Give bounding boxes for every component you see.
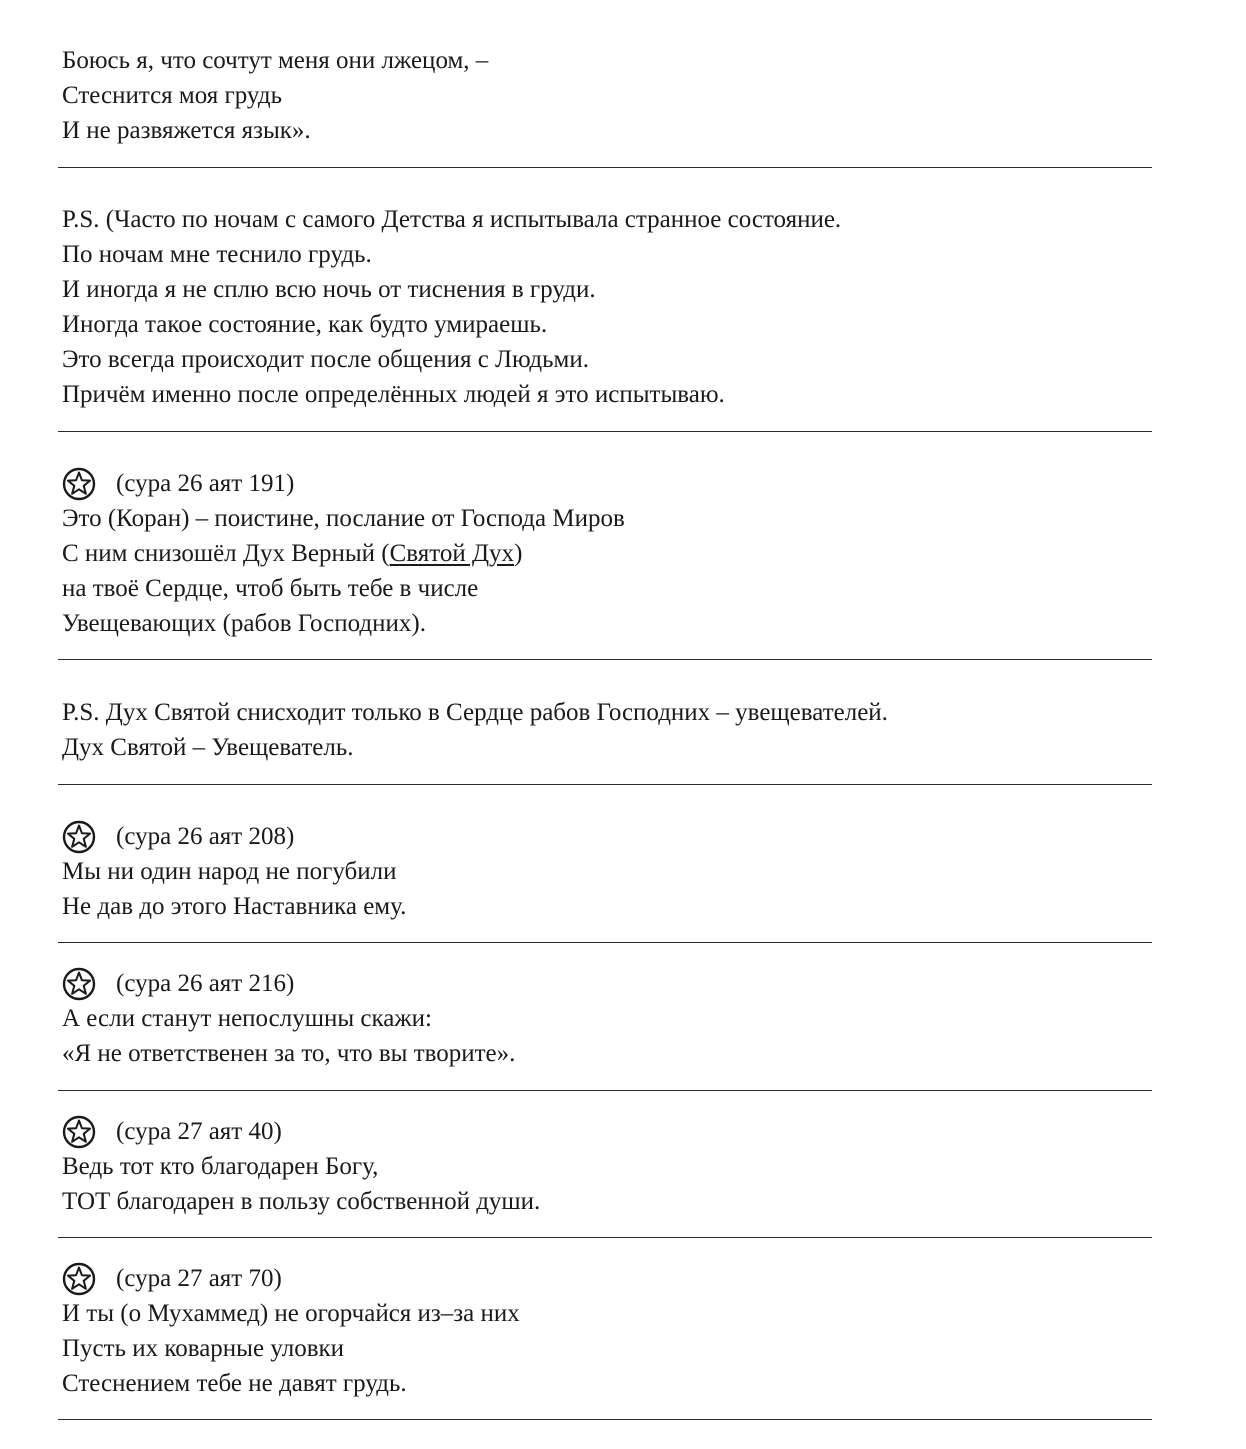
text-line: Дух Святой – Увещеватель. bbox=[62, 734, 354, 761]
text-line: Иногда такое состояние, как будто умираешь. bbox=[62, 311, 548, 338]
verse-block-sura-26-216 bbox=[62, 966, 1162, 1071]
text-line: Стеснится моя грудь bbox=[62, 82, 282, 109]
verse-reference-text: (сура 27 аят 70) bbox=[116, 1265, 282, 1292]
text-line: на твоё Сердце, чтоб быть тебе в числе bbox=[62, 575, 479, 602]
underlined-text: Святой Дух bbox=[389, 540, 515, 567]
verse-reference bbox=[62, 966, 1162, 1001]
text-line: Это (Коран) – поистине, послание от Господа Миров bbox=[62, 505, 625, 532]
text-line: Ведь тот кто благодарен Богу, bbox=[62, 1153, 379, 1180]
text-line: И не развяжется язык». bbox=[62, 117, 311, 144]
verse-reference bbox=[62, 819, 1162, 854]
text-line: Увещевающих (рабов Господних). bbox=[62, 610, 426, 637]
star-in-circle-icon bbox=[62, 1115, 96, 1149]
section-divider bbox=[58, 1090, 1152, 1091]
verse-block-sura-26-191 bbox=[62, 466, 1162, 641]
section-divider bbox=[58, 942, 1152, 943]
verse-block-sura-26-208 bbox=[62, 819, 1162, 924]
verse-reference-text: (сура 26 аят 216) bbox=[116, 970, 295, 997]
ps-note-block-1 bbox=[62, 202, 1162, 412]
text-line: P.S. Дух Святой снисходит только в Сердце рабов Господних – увещевателей. bbox=[62, 699, 888, 726]
verse-reference bbox=[62, 1114, 1162, 1149]
section-divider bbox=[58, 167, 1152, 168]
text-line: И ты (о Мухаммед) не огорчайся из–за них bbox=[62, 1300, 520, 1327]
verse-reference bbox=[62, 1261, 1162, 1296]
text-line: А если станут непослушны скажи: bbox=[62, 1005, 432, 1032]
verse-reference bbox=[62, 466, 1162, 501]
star-in-circle-icon bbox=[62, 820, 96, 854]
text-line: Боюсь я, что сочтут меня они лжецом, – bbox=[62, 47, 489, 74]
text-line: Стеснением тебе не давят грудь. bbox=[62, 1370, 407, 1397]
section-divider bbox=[58, 659, 1152, 660]
text-line bbox=[62, 536, 1162, 571]
text-line: «Я не ответственен за то, что вы творите». bbox=[62, 1040, 516, 1067]
section-divider bbox=[58, 431, 1152, 432]
verse-block-sura-27-40 bbox=[62, 1114, 1162, 1219]
section-divider bbox=[58, 1419, 1152, 1420]
verse-reference-text: (сура 26 аят 191) bbox=[116, 470, 295, 497]
text-line: Пусть их коварные уловки bbox=[62, 1335, 345, 1362]
text-line: ТОТ благодарен в пользу собственной души. bbox=[62, 1188, 541, 1215]
verse-block-sura-27-70 bbox=[62, 1261, 1162, 1401]
text-line: P.S. (Часто по ночам с самого Детства я испытывала странное состояние. bbox=[62, 206, 842, 233]
text-line: Это всегда происходит после общения с Людьми. bbox=[62, 346, 589, 373]
text-segment: С ним снизошёл Дух Верный ( bbox=[62, 540, 390, 567]
verse-reference-text: (сура 27 аят 40) bbox=[116, 1118, 282, 1145]
section-divider bbox=[58, 784, 1152, 785]
text-segment: ) bbox=[514, 540, 523, 567]
text-line: И иногда я не сплю всю ночь от тиснения в груди. bbox=[62, 276, 596, 303]
ps-note-block-2 bbox=[62, 695, 1162, 765]
verse-reference-text: (сура 26 аят 208) bbox=[116, 823, 295, 850]
text-line: Мы ни один народ не погубили bbox=[62, 858, 397, 885]
verse-block-1 bbox=[62, 43, 1162, 148]
star-in-circle-icon bbox=[62, 967, 96, 1001]
section-divider bbox=[58, 1237, 1152, 1238]
text-line: Причём именно после определённых людей я это испытываю. bbox=[62, 381, 725, 408]
star-in-circle-icon bbox=[62, 1262, 96, 1296]
star-in-circle-icon bbox=[62, 467, 96, 501]
text-line: По ночам мне теснило грудь. bbox=[62, 241, 372, 268]
text-line: Не дав до этого Наставника ему. bbox=[62, 893, 407, 920]
